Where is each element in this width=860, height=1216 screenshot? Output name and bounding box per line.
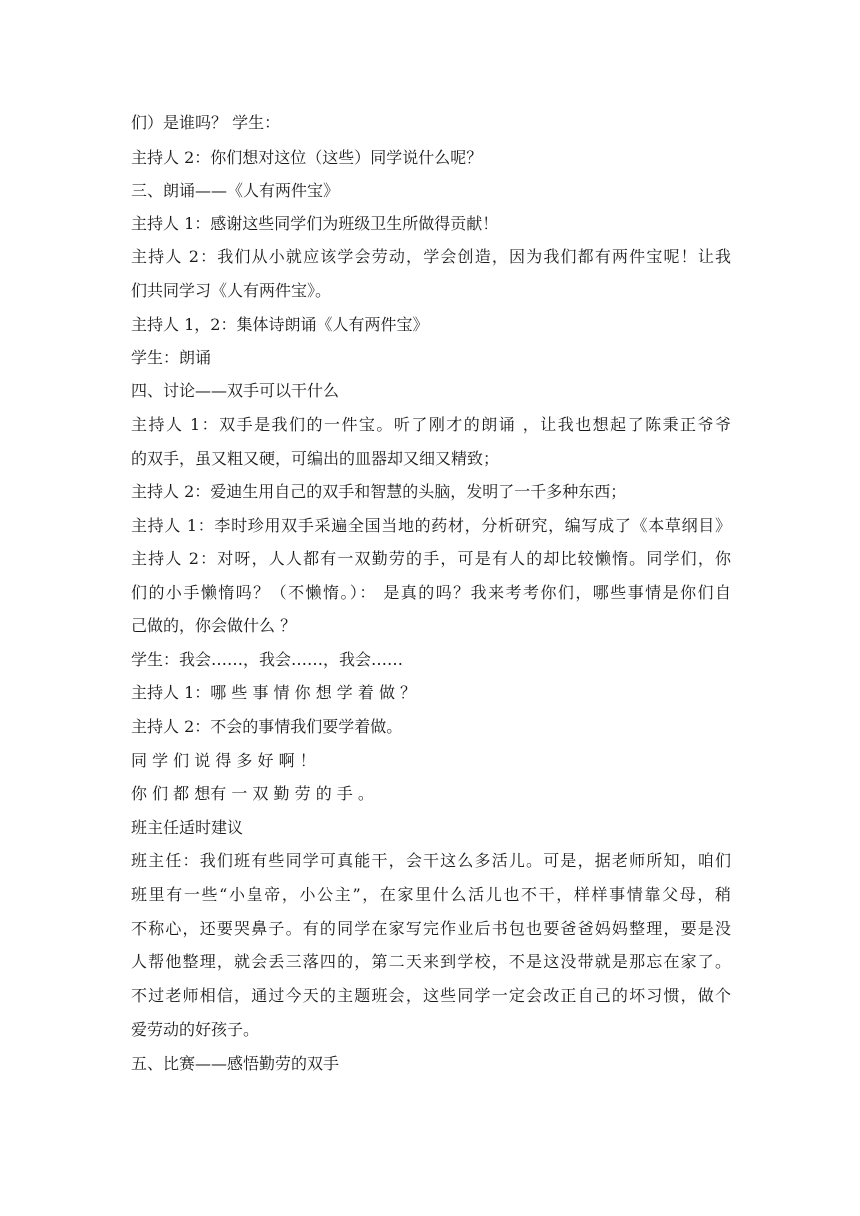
section-heading: 五、比赛——感悟勤劳的双手 (131, 1054, 340, 1073)
text-line: 学生：我会……，我会……，我会…… (131, 650, 404, 669)
text-line: 主持人 2：不会的事情我们要学着做。 (131, 717, 403, 736)
text-line: 的双手，虽又粗又硬，可编出的皿器却又细又精致； (131, 449, 500, 468)
text-line: 不称心，还要哭鼻子。有的同学在家写完作业后书包也要爸爸妈妈整理，要是没 (131, 919, 731, 938)
text-line: 主持人 1：双手是我们的一件宝。听了刚才的朗诵 ，让我也想起了陈秉正爷爷 (131, 415, 731, 434)
text-line: 主持人 2：爱迪生用自己的双手和智慧的头脑，发明了一千多种东西； (131, 482, 627, 501)
text-line: 主持人 2：我们从小就应该学会劳动，学会创造，因为我们都有两件宝呢！让我 (131, 247, 731, 266)
text-line: 主持人 2：对呀，人人都有一双勤劳的手，可是有人的却比较懒惰。同学们，你 (131, 549, 731, 568)
text-line: 主持人 2：你们想对这位（这些）同学说什么呢？ (131, 148, 483, 167)
text-line: 班主任适时建议 (131, 818, 244, 837)
section-heading: 三、朗诵——《人有两件宝》 (131, 181, 340, 200)
text-line: 爱劳动的好孩子。 (131, 1020, 260, 1039)
text-line: 不过老师相信，通过今天的主题班会，这些同学一定会改正自己的坏习惯，做个 (131, 986, 731, 1005)
text-line: 们的小手懒惰吗？（不懒惰。）： 是真的吗？我来考考你们，哪些事情是你们自 (131, 583, 731, 602)
text-line: 班里有一些“小皇帝，小公主”，在家里什么活儿也不干，样样事情靠父母，稍 (131, 885, 731, 904)
text-line: 人帮他整理，就会丢三落四的，第二天来到学校，不是这没带就是那忘在家了。 (131, 952, 731, 971)
text-line: 主持人 1：李时珍用双手采遍全国当地的药材，分析研究，编写成了《本草纲目》 (131, 516, 731, 535)
text-line: 己做的，你会做什么 ？ (131, 616, 297, 635)
text-line: 们）是谁吗？ 学生： (131, 113, 281, 132)
section-heading: 四、讨论——双手可以干什么 (131, 381, 340, 400)
text-line: 你 们 都 想有 一 双 勤 劳 的 手 。 (131, 784, 374, 803)
text-line: 们共同学习《人有两件宝》。 (131, 281, 332, 300)
text-line: 主持人 1：感谢这些同学们为班级卫生所做得贡献！ (131, 214, 499, 233)
text-line: 班主任：我们班有些同学可真能干，会干这么多活儿。可是，据老师所知，咱们 (131, 851, 731, 870)
text-line: 同 学 们 说 得 多 好 啊 ！ (131, 751, 316, 770)
text-line: 学生：朗诵 (131, 348, 212, 367)
text-line: 主持人 1，2：集体诗朗诵《人有两件宝》 (131, 315, 429, 334)
text-line: 主持人 1：哪 些 事 情 你 想 学 着 做 ？ (131, 683, 417, 702)
